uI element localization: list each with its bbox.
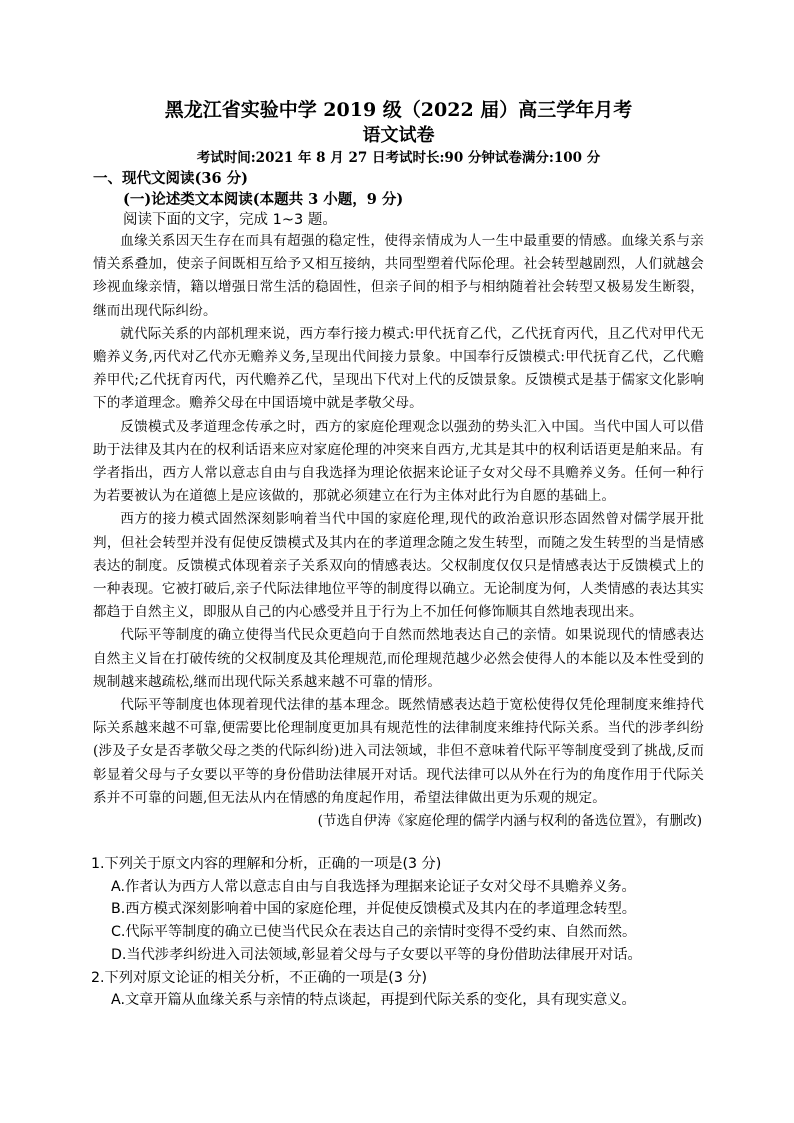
question-stem: 2.下列对原文论证的相关分析，不正确的一项是(3 分) — [91, 969, 428, 986]
exam-info: 考试时间:2021 年 8 月 27 日考试时长:90 分钟试卷满分:100 分 — [196, 150, 601, 166]
passage-paragraph: 就代际关系的内部机理来说，西方奉行接力模式:甲代抚育乙代，乙代抚育丙代，且乙代对甲代无赡养义务,丙代对乙代亦无赡养义务,呈现出代间接力景象。中国奉行反馈模式:甲代抚育乙代，乙代赡养甲代;乙代抚育丙代，丙代赡养乙代，呈现出下代对上代的反馈景象。反馈模式是基于儒家文化影响下的孝道理念。赡养父母在中国语境中就是孝敬父母。 — [93, 325, 704, 412]
passage-paragraph: 西方的接力模式固然深刻影响着当代中国的家庭伦理,现代的政治意识形态固然曾对儒学展开批判，但社会转型并没有促使反馈模式及其内在的孝道理念随之发生转型，而随之发生转型的当是情感表达的制度。反馈模式体现着亲子关系双向的情感表达。父权制度仅仅只是情感表达于反馈模式上的一种表现。它被打破后,亲子代际法律地位平等的制度得以确立。无论制度为何，人类情感的表达其实都趋于自然主义，即服从自己的内心感受并且于行为上不加任何修饰顺其自然地表现出来。 — [93, 511, 704, 621]
section-heading: 一、现代文阅读(36 分) — [93, 170, 248, 187]
reading-passage — [93, 230, 704, 810]
passage-source: (节选自伊涛《家庭伦理的儒学内涵与权利的备选位置》，有删改) — [317, 813, 702, 830]
option-a: A.文章开篇从血缘关系与亲情的特点谈起，再提到代际关系的变化，具有现实意义。 — [111, 992, 636, 1009]
question-2 — [93, 967, 704, 1012]
option-b: B.西方模式深刻影响着中国的家庭伦理，并促使反馈模式及其内在的孝道理念转型。 — [111, 901, 636, 918]
reading-instruction: 阅读下面的文字，完成 1~3 题。 — [123, 212, 337, 228]
exam-subtitle: 语文试卷 — [362, 125, 435, 146]
passage-paragraph: 血缘关系因天生存在而具有超强的稳定性，使得亲情成为人一生中最重要的情感。血缘关系与亲情关系叠加，使亲子间既相互给予又相互接纳，共同型塑着代际伦理。社会转型越剧烈，人们就越会珍视血缘亲情，籍以增强日常生活的稳固性，但亲子间的相予与相纳随着社会转型又极易发生断裂，继而出现代际纠纷。 — [93, 233, 704, 319]
option-c: C.代际平等制度的确立已使当代民众在表达自己的亲情时变得不受约束、自然而然。 — [111, 924, 637, 941]
passage-paragraph: 代际平等制度的确立使得当代民众更趋向于自然而然地表达自己的亲情。如果说现代的情感表达自然主义旨在打破传统的父权制度及其伦理规范,而伦理规范越少必然会使得人的本能以及本性受到的规制越来越疏松,继而出现代际关系越来越不可靠的情形。 — [93, 627, 704, 690]
option-d: D.当代涉孝纠纷进入司法领域,彰显着父母与子女要以平等的身份借助法律展开对话。 — [111, 946, 642, 963]
subsection-heading: (一)论述类文本阅读(本题共 3 小题，9 分) — [123, 191, 404, 208]
passage-paragraph: 反馈模式及孝道理念传承之时，西方的家庭伦理观念以强劲的势头汇入中国。当代中国人可以借助于法律及其内在的权利话语来应对家庭伦理的冲突来自西方,尤其是其中的权利话语更是舶来品。有学者指出，西方人常以意志自由与自我选择为理论依据来论证子女对父母不具赡养义务。任何一种行为若要被认为在道德上是应该做的，那就必须建立在行为主体对此行为自愿的基础上。 — [93, 418, 704, 505]
option-a: A.作者认为西方人常以意志自由与自我选择为理据来论证子女对父母不具赡养义务。 — [111, 878, 636, 895]
exam-title: 黑龙江省实验中学 2019 级（2022 届）高三学年月考 — [164, 99, 633, 121]
question-1 — [93, 853, 704, 967]
question-list — [93, 853, 704, 1012]
question-stem: 1.下列关于原文内容的理解和分析，正确的一项是(3 分) — [91, 856, 442, 873]
passage-paragraph: 代际平等制度也体现着现代法律的基本理念。既然情感表达趋于宽松使得仅凭伦理制度来维持代际关系越来越不可靠,便需要比伦理制度更加具有规范性的法律制度来维持代际关系。当代的涉孝纠纷(涉及子女是否孝敬父母之类的代际纠纷)进入司法领域，非但不意味着代际平等制度受到了挑战,反而彰显着父母与子女要以平等的身份借助法律展开对话。现代法律可以从外在行为的角度作用于代际关系并不可靠的问题,但无法从内在情感的角度起作用，希望法律做出更为乐观的规定。 — [93, 697, 704, 806]
